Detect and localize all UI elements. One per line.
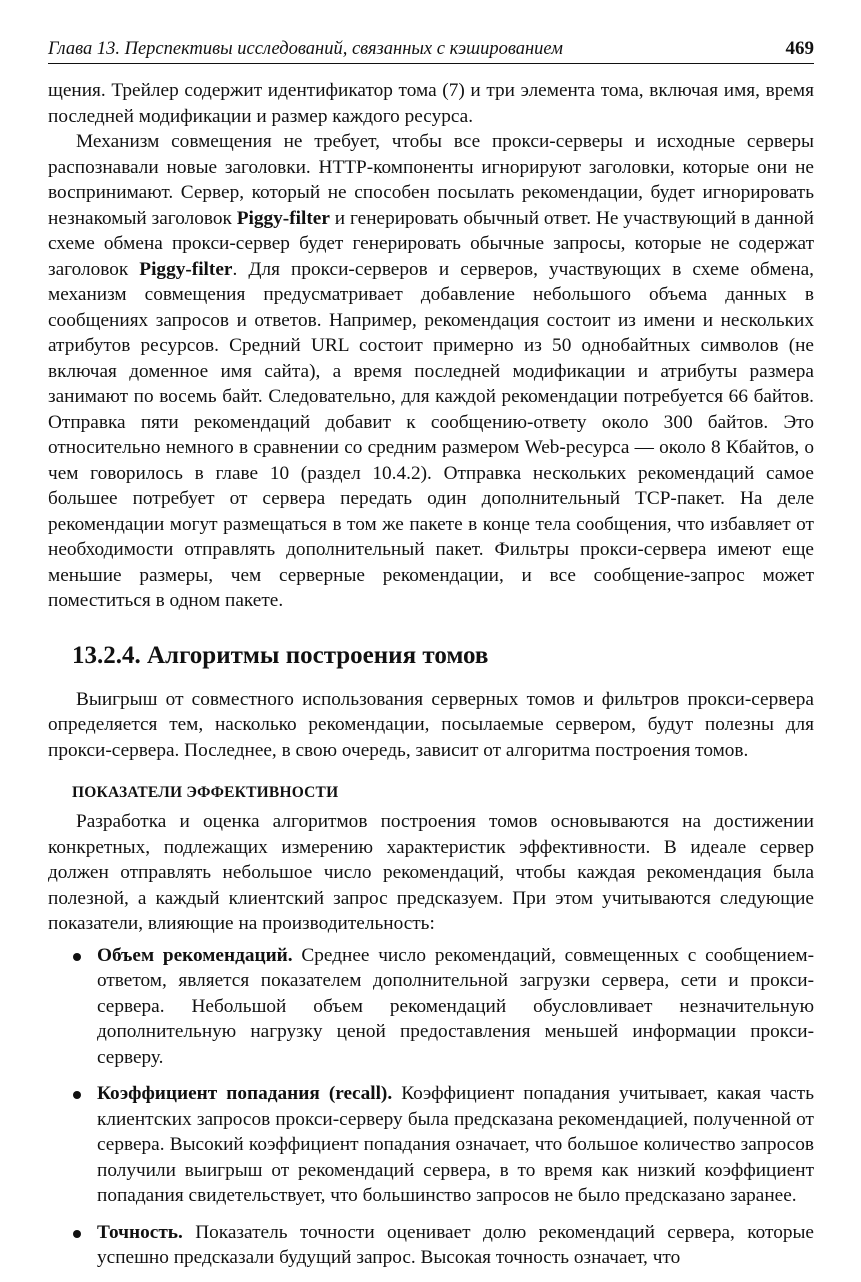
list-item — [48, 943, 814, 1071]
paragraph-volume-algorithms: Выигрыш от совместного использования серверных томов и фильтров прокси-сервера определяется тем, насколько рекомендации, посылаемые сервером, будут полезны для прокси-сервера. Последнее, в свою очередь, зависит от алгоритма построения томов. — [48, 688, 814, 761]
header-term: Piggy-filter — [139, 258, 233, 280]
paragraph-text: и генерировать обычный ответ. Не участвующий в данной схеме обмена прокси-сервер будет генерировать обычные запросы, которые не содержат заголовок — [48, 207, 814, 280]
subheading: ПОКАЗАТЕЛИ ЭФФЕКТИВНОСТИ — [72, 784, 339, 801]
bullet-icon — [73, 1230, 81, 1238]
bullet-icon — [73, 1091, 81, 1099]
bullet-icon — [73, 953, 81, 961]
metrics-list — [48, 943, 814, 1271]
paragraph-piggybacking-mechanism — [48, 129, 814, 614]
paragraph-text: . Для прокси-серверов и серверов, участвующих в схеме обмена, механизм совмещения предусматривает добавление небольшого объема данных в сообщениях запросов и ответов. Например, рекомендация состоит из имени и нескольких атрибутов ресурсов. Средний URL состоит примерно из 50 однобайтных символов (не включая доменное имя сайта), а время последней модификации и атрибуты размера занимают по восемь байт. Следовательно, для каждой рекомендации потребуется 66 байтов. Отправка пяти рекомендаций добавит к сообщению-ответу около 300 байтов. Это относительно немного в сравнении со средним размером Web-ресурса — около 8 Кбайтов, о чем говорилось в главе 10 (раздел 10.4.2). Отправка нескольких рекомендаций самое большее потребует от сервера передать один дополнительный TCP-пакет. На деле рекомендации могут размещаться в том же пакете в конце тела сообщения, что избавляет от необходимости отправлять дополнительный пакет. Фильтры прокси-сервера имеют еще меньшие размеры, чем серверные рекомендации, и все сообщение-запрос может поместиться в одном пакете. — [48, 258, 814, 611]
section-heading: 13.2.4. Алгоритмы построения томов — [72, 641, 489, 669]
body-text — [48, 78, 814, 1271]
paragraph-metrics-intro: Разработка и оценка алгоритмов построения томов основываются на достижении конкретных, подлежащих измерению характеристик эффективности. В идеале сервер должен отправлять небольшое число рекомендаций, чтобы каждая рекомендация была полезной, а каждый клиентский запрос предсказуем. При этом учитываются следующие показатели, влияющие на производительность: — [48, 811, 814, 934]
running-header — [48, 38, 814, 64]
list-item-text: Показатель точности оценивает долю рекомендаций сервера, которые успешно предсказали будущий запрос. Высокая точность означает, что — [97, 1221, 814, 1268]
list-item-text: Коэффициент попадания учитывает, какая часть клиентских запросов прокси-серверу была предсказана рекомендацией, полученной от сервера. Высокий коэффициент попадания означает, что большое количество запросов получили выигрыш от рекомендаций сервера, в то время как низкий коэффициент попадания свидетельствует, что большинство запросов не было предсказано заранее. — [97, 1083, 814, 1206]
list-item-term: Коэффициент попадания (recall). — [97, 1083, 393, 1104]
list-item — [48, 1081, 814, 1209]
paragraph-text: Механизм совмещения не требует, чтобы все прокси-серверы и исходные серверы распознавали новые заголовки. HTTP-компоненты игнорируют заголовки, которые они не воспринимают. Сервер, который не способен посылать рекомендации, будет игнорировать незнакомый заголовок — [48, 131, 814, 229]
list-item-term: Точность. — [97, 1221, 183, 1243]
header-term: Piggy-filter — [236, 207, 330, 229]
chapter-title: Глава 13. Перспективы исследований, связанных с кэшированием — [48, 39, 563, 59]
list-item-text: Среднее число рекомендаций, совмещенных с сообщением-ответом, является показателем дополнительной загрузки сервера, сети и прокси-сервера. Небольшой объем рекомендаций обусловливает незначительную дополнительную нагрузку ценой предоставления меньшей информации прокси-серверу. — [97, 944, 815, 1068]
book-page — [48, 38, 814, 1282]
paragraph-continuation: щения. Трейлер содержит идентификатор тома (7) и три элемента тома, включая имя, время последней модификации и размер каждого ресурса. — [48, 80, 814, 127]
page-number: 469 — [785, 38, 814, 59]
list-item-term: Объем рекомендаций. — [97, 944, 293, 966]
